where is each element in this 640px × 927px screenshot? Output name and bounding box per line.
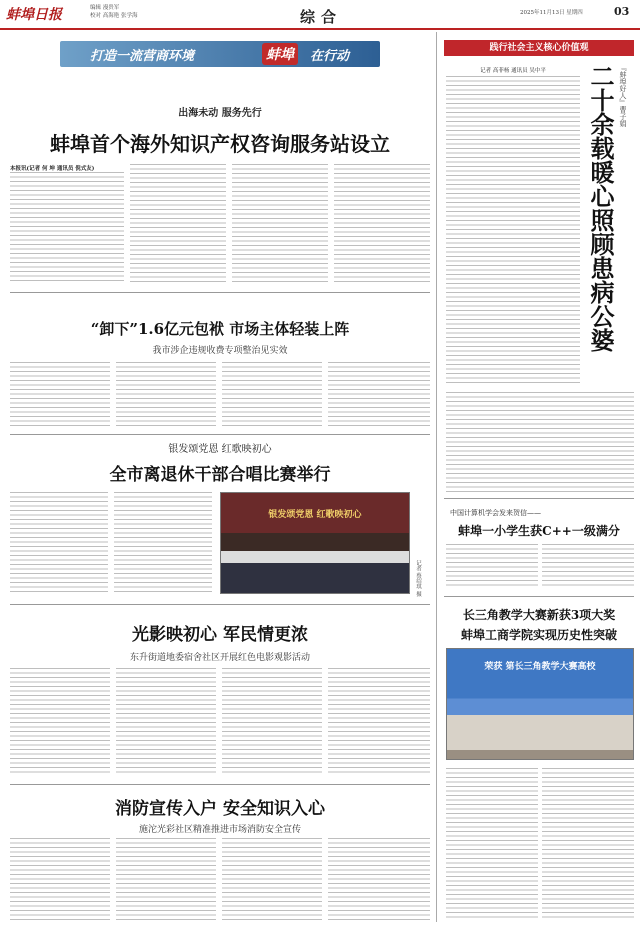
page-number: 03: [614, 5, 630, 18]
divider: [10, 604, 430, 605]
story5-text-col3: [222, 838, 322, 920]
story2-text-col1: [10, 362, 110, 428]
right-bot-headline2: 蚌埠工商学院实现历史性突破: [460, 628, 617, 642]
story2-headline: “卸下”1.6亿元包袱 市场主体轻装上阵: [90, 320, 350, 338]
story3-kicker: 银发颂党恩 红歌映初心: [168, 444, 272, 455]
editors-info: [90, 4, 138, 20]
story5-text-col1: [10, 838, 110, 920]
column-divider: [436, 32, 437, 922]
campaign-banner: [60, 41, 380, 67]
column-name: 『蚌埠好人』曹子娟: [619, 64, 627, 127]
story5-text-col2: [116, 838, 216, 920]
story2-subhead: 我市涉企违规收费专项整治见实效: [152, 346, 288, 356]
story4-text-col1: [10, 668, 110, 776]
main-text-col4: [334, 164, 430, 282]
proofreaders-line: 校对 高海艳 张学海: [90, 13, 138, 19]
story5-subhead: 施沱光彩社区精准推进市场消防安全宣传: [138, 825, 301, 835]
divider: [10, 784, 430, 785]
main-kicker: 出海未动 服务先行: [178, 108, 262, 119]
choir-photo: [220, 492, 410, 594]
right-mid-text-col2: [542, 544, 634, 588]
main-text-col2: [130, 164, 226, 282]
right-bot-text-col2: [542, 768, 634, 920]
story3-headline: 全市离退休干部合唱比赛举行: [109, 465, 331, 485]
issue-date: 2025年11月13日 星期四: [520, 10, 583, 16]
main-byline: 本报讯(记者 何 坤 通讯员 倪式友): [10, 166, 95, 172]
story3-text-col2: [114, 492, 212, 594]
main-text-col1: [10, 172, 124, 282]
divider: [444, 498, 634, 499]
banner-action: 在行动: [310, 49, 350, 64]
section-title: 综合: [300, 8, 343, 26]
story2-text-col4: [328, 362, 430, 428]
main-text-col3: [232, 164, 328, 282]
main-headline: 蚌埠首个海外知识产权咨询服务站设立: [50, 132, 390, 156]
right-top-text-b: [446, 392, 634, 492]
right-bot-text-col1: [446, 768, 538, 920]
divider: [444, 596, 634, 597]
story4-headline: 光影映初心 军民情更浓: [132, 625, 308, 645]
award-photo-banner: 荣获 第长三角教学大赛高校: [484, 662, 596, 672]
story3-text-col1: [10, 492, 108, 594]
story5-text-col4: [328, 838, 430, 920]
story4-subhead: 东升街道地委宿舍社区开展红色电影观影活动: [129, 653, 310, 663]
right-mid-headline: 蚌埠一小学生获C++一级满分: [458, 524, 620, 538]
banner-text: 打造一流营商环境: [90, 49, 195, 64]
banner-city: 蚌埠: [262, 43, 298, 65]
right-mid-text-col1: [446, 544, 538, 588]
award-photo: [446, 648, 634, 760]
right-top-text-a: [446, 76, 580, 386]
story2-text-col2: [116, 362, 216, 428]
photo-credit: 记者 蔡绍琪 摄: [415, 560, 421, 597]
story2-text-col3: [222, 362, 322, 428]
story4-text-col3: [222, 668, 322, 776]
photo-stage-banner: 银发颂党恩 红歌映初心: [268, 510, 362, 520]
divider: [10, 292, 430, 293]
story4-text-col4: [328, 668, 430, 776]
right-bot-headline1: 长三角教学大赛新获3项大奖: [462, 608, 616, 622]
divider: [10, 434, 430, 435]
right-top-headline: 二十余载暖心照顾患病公婆: [586, 64, 615, 352]
masthead: 蚌埠日报: [6, 7, 62, 23]
values-label: 践行社会主义核心价值观: [444, 40, 634, 56]
right-top-byline: 记者 高菲杨 通讯员 吴中平: [480, 68, 546, 74]
story4-text-col2: [116, 668, 216, 776]
right-mid-kicker: 中国计算机学会发来贺信——: [450, 509, 541, 517]
story5-headline: 消防宣传入户 安全知识入心: [115, 799, 325, 819]
editors-line: 编辑 漫贵军: [90, 5, 120, 11]
